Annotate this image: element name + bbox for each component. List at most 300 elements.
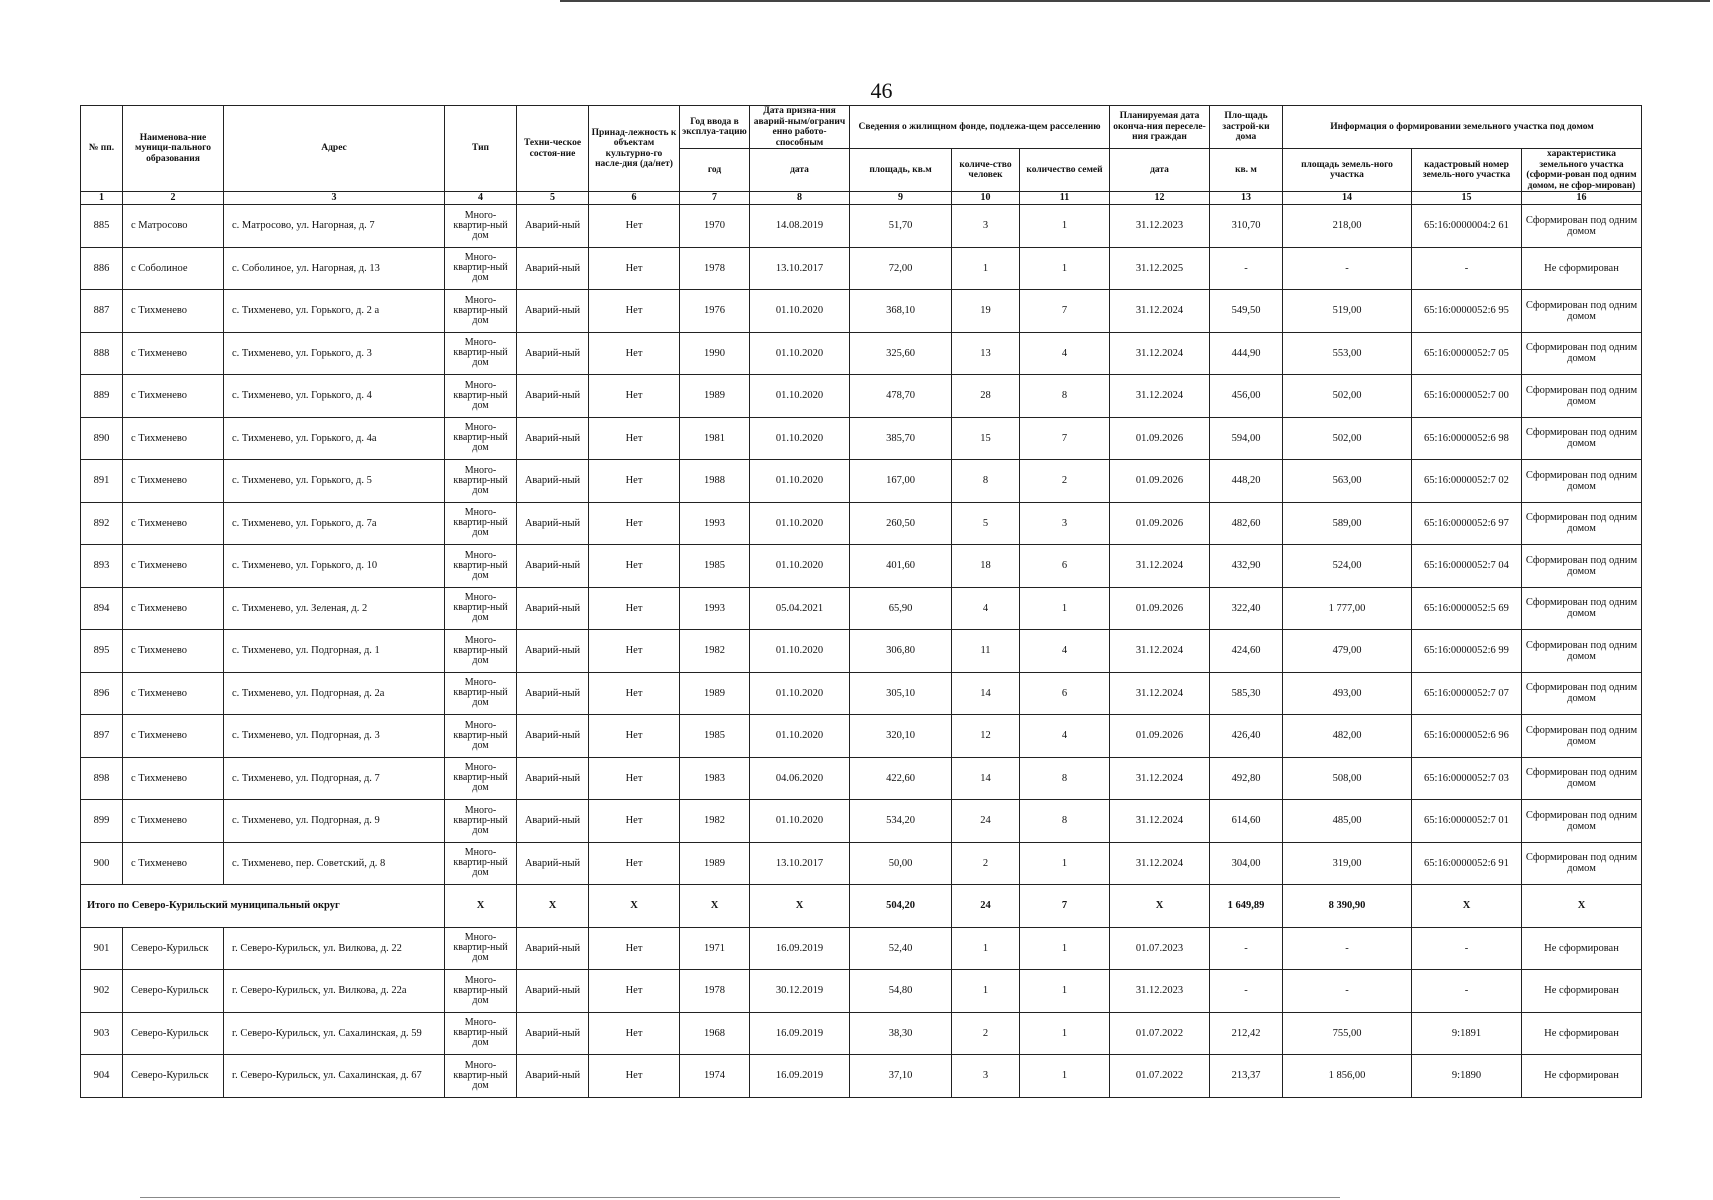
row-number: 893 [81,545,123,588]
land-area-cell: 519,00 [1283,290,1412,333]
cadastral-cell: 9:1891 [1412,1012,1522,1055]
date-cell: 01.10.2020 [750,545,850,588]
table-row [81,290,1642,333]
subheader-date: дата [750,149,850,192]
area-cell: 306,80 [850,630,952,673]
municipality-cell: с Тихменево [123,630,224,673]
date-cell: 01.10.2020 [750,290,850,333]
table-row [81,1012,1642,1055]
date-cell: 01.10.2020 [750,630,850,673]
date-cell: 01.10.2020 [750,417,850,460]
built-area-cell: 448,20 [1210,460,1283,503]
year-cell: 1993 [680,502,750,545]
land-char-cell: Сформирован под одним домом [1522,800,1642,843]
date-cell: 16.09.2019 [750,1012,850,1055]
cultural-cell: Нет [589,1055,680,1098]
municipality-cell: Северо-Курильск [123,1055,224,1098]
type-cell: Много-квартир-ный дом [445,502,517,545]
row-number: 900 [81,842,123,885]
built-area-cell: - [1210,970,1283,1013]
column-number: 10 [952,192,1020,205]
row-number: 904 [81,1055,123,1098]
area-cell: 385,70 [850,417,952,460]
table-row [81,970,1642,1013]
planned-date-cell: 31.12.2024 [1110,757,1210,800]
cadastral-cell: 65:16:0000052:6 98 [1412,417,1522,460]
state-cell: Аварий-ный [517,332,589,375]
header-num: № пп. [81,106,123,192]
address-cell: с. Тихменево, ул. Горького, д. 7а [224,502,445,545]
type-cell: Много-квартир-ный дом [445,970,517,1013]
municipality-cell: с Тихменево [123,460,224,503]
address-cell: с. Тихменево, пер. Советский, д. 8 [224,842,445,885]
year-cell: 1988 [680,460,750,503]
header-tech-state: Техни-ческое состоя-ние [517,106,589,192]
header-cultural: Принад-лежность к объектам культурно-го насле-дия (да/нет) [589,106,680,192]
land-area-cell: 479,00 [1283,630,1412,673]
header-row [81,106,1642,149]
municipality-cell: с Тихменево [123,417,224,460]
year-cell: 1983 [680,757,750,800]
date-cell: 05.04.2021 [750,587,850,630]
state-cell: Аварий-ный [517,927,589,970]
year-cell: 1993 [680,587,750,630]
families-cell: 1 [1020,1012,1110,1055]
built-area-cell: 456,00 [1210,375,1283,418]
municipality-cell: с Тихменево [123,757,224,800]
type-cell: Много-квартир-ный дом [445,672,517,715]
cultural-cell: Нет [589,545,680,588]
planned-date-cell: 31.12.2023 [1110,970,1210,1013]
cadastral-cell: 9:1890 [1412,1055,1522,1098]
year-cell: 1990 [680,332,750,375]
area-cell: 422,60 [850,757,952,800]
top-rule [560,0,1710,2]
area-cell: 478,70 [850,375,952,418]
column-number: 16 [1522,192,1642,205]
people-cell: 3 [952,1055,1020,1098]
table-row [81,545,1642,588]
subheader-planned: дата [1110,149,1210,192]
built-area-cell: 304,00 [1210,842,1283,885]
year-cell: 1985 [680,545,750,588]
cultural-cell: Нет [589,587,680,630]
families-cell: 4 [1020,715,1110,758]
row-number: 891 [81,460,123,503]
total-land-cell: 8 390,90 [1283,885,1412,928]
area-cell: 260,50 [850,502,952,545]
type-cell: Много-квартир-ный дом [445,587,517,630]
header-land-info: Информация о формировании земельного участка под домом [1283,106,1642,149]
municipality-cell: с Тихменево [123,842,224,885]
date-cell: 14.08.2019 [750,205,850,248]
row-number: 890 [81,417,123,460]
table-row [81,460,1642,503]
planned-date-cell: 31.12.2024 [1110,375,1210,418]
cadastral-cell: 65:16:0000052:6 91 [1412,842,1522,885]
planned-date-cell: 31.12.2024 [1110,800,1210,843]
land-area-cell: 1 777,00 [1283,587,1412,630]
total-type-cell: X [445,885,517,928]
header-planned: Планируемая дата оконча-ния переселе-ния граждан [1110,106,1210,149]
year-cell: 1968 [680,1012,750,1055]
address-cell: с. Тихменево, ул. Горького, д. 4 [224,375,445,418]
address-cell: с. Тихменево, ул. Зеленая, д. 2 [224,587,445,630]
subheader-land-area: площадь земель-ного участка [1283,149,1412,192]
land-char-cell: Сформирован под одним домом [1522,715,1642,758]
land-area-cell: 553,00 [1283,332,1412,375]
cultural-cell: Нет [589,970,680,1013]
land-char-cell: Не сформирован [1522,927,1642,970]
type-cell: Много-квартир-ный дом [445,247,517,290]
column-number: 15 [1412,192,1522,205]
subheader-families: количество семей [1020,149,1110,192]
municipality-cell: с Тихменево [123,715,224,758]
cultural-cell: Нет [589,800,680,843]
cadastral-cell: - [1412,970,1522,1013]
address-cell: г. Северо-Курильск, ул. Сахалинская, д. 59 [224,1012,445,1055]
cultural-cell: Нет [589,672,680,715]
land-char-cell: Сформирован под одним домом [1522,842,1642,885]
subheader-people: количе-ство человек [952,149,1020,192]
area-cell: 54,80 [850,970,952,1013]
land-char-cell: Сформирован под одним домом [1522,205,1642,248]
date-cell: 13.10.2017 [750,842,850,885]
column-number: 8 [750,192,850,205]
area-cell: 368,10 [850,290,952,333]
type-cell: Много-квартир-ный дом [445,800,517,843]
built-area-cell: 594,00 [1210,417,1283,460]
column-number: 3 [224,192,445,205]
cadastral-cell: 65:16:0000052:7 03 [1412,757,1522,800]
header-built-area: Пло-щадь застрой-ки дома [1210,106,1283,149]
built-area-cell: 424,60 [1210,630,1283,673]
cadastral-cell: 65:16:0000052:7 00 [1412,375,1522,418]
cultural-cell: Нет [589,332,680,375]
type-cell: Много-квартир-ный дом [445,630,517,673]
cultural-cell: Нет [589,205,680,248]
header-housing: Сведения о жилищном фонде, подлежа-щем расселению [850,106,1110,149]
address-cell: с. Тихменево, ул. Горького, д. 5 [224,460,445,503]
land-area-cell: 524,00 [1283,545,1412,588]
cadastral-cell: 65:16:0000052:6 99 [1412,630,1522,673]
people-cell: 1 [952,247,1020,290]
land-area-cell: - [1283,970,1412,1013]
row-number: 895 [81,630,123,673]
cadastral-cell: 65:16:0000052:5 69 [1412,587,1522,630]
families-cell: 1 [1020,970,1110,1013]
land-area-cell: 502,00 [1283,417,1412,460]
land-char-cell: Сформирован под одним домом [1522,672,1642,715]
municipality-cell: с Тихменево [123,502,224,545]
land-area-cell: 319,00 [1283,842,1412,885]
column-number: 4 [445,192,517,205]
total-cad-cell: X [1412,885,1522,928]
families-cell: 1 [1020,587,1110,630]
row-number: 899 [81,800,123,843]
bottom-rule [140,1197,1340,1198]
people-cell: 11 [952,630,1020,673]
land-char-cell: Сформирован под одним домом [1522,417,1642,460]
type-cell: Много-квартир-ный дом [445,1012,517,1055]
families-cell: 6 [1020,672,1110,715]
state-cell: Аварий-ный [517,417,589,460]
date-cell: 01.10.2020 [750,715,850,758]
area-cell: 401,60 [850,545,952,588]
total-plan-cell: X [1110,885,1210,928]
cadastral-cell: 65:16:0000052:6 96 [1412,715,1522,758]
total-row [81,885,1642,928]
planned-date-cell: 01.09.2026 [1110,460,1210,503]
year-cell: 1974 [680,1055,750,1098]
land-area-cell: 482,00 [1283,715,1412,758]
column-number: 9 [850,192,952,205]
address-cell: г. Северо-Курильск, ул. Вилкова, д. 22 [224,927,445,970]
planned-date-cell: 01.09.2026 [1110,502,1210,545]
people-cell: 13 [952,332,1020,375]
year-cell: 1989 [680,375,750,418]
planned-date-cell: 31.12.2024 [1110,332,1210,375]
subheader-built: кв. м [1210,149,1283,192]
planned-date-cell: 01.07.2022 [1110,1055,1210,1098]
municipality-cell: с Тихменево [123,290,224,333]
planned-date-cell: 31.12.2025 [1110,247,1210,290]
date-cell: 04.06.2020 [750,757,850,800]
cadastral-cell: 65:16:0000052:7 07 [1412,672,1522,715]
families-cell: 4 [1020,630,1110,673]
table-row [81,842,1642,885]
header-municipality: Наименова-ние муници-пального образования [123,106,224,192]
table-row [81,800,1642,843]
cadastral-cell: 65:16:0000052:7 05 [1412,332,1522,375]
header-type: Тип [445,106,517,192]
people-cell: 28 [952,375,1020,418]
municipality-cell: с Тихменево [123,545,224,588]
built-area-cell: 614,60 [1210,800,1283,843]
type-cell: Много-квартир-ный дом [445,460,517,503]
table-row [81,417,1642,460]
row-number: 888 [81,332,123,375]
planned-date-cell: 31.12.2024 [1110,545,1210,588]
cultural-cell: Нет [589,375,680,418]
address-cell: с. Тихменево, ул. Горького, д. 3 [224,332,445,375]
cadastral-cell: - [1412,927,1522,970]
subheader-year: год [680,149,750,192]
land-char-cell: Сформирован под одним домом [1522,587,1642,630]
land-area-cell: 485,00 [1283,800,1412,843]
type-cell: Много-квартир-ный дом [445,417,517,460]
built-area-cell: 426,40 [1210,715,1283,758]
land-char-cell: Не сформирован [1522,1055,1642,1098]
column-number: 14 [1283,192,1412,205]
families-cell: 7 [1020,290,1110,333]
date-cell: 01.10.2020 [750,375,850,418]
families-cell: 8 [1020,800,1110,843]
area-cell: 50,00 [850,842,952,885]
area-cell: 37,10 [850,1055,952,1098]
total-label: Итого по Северо-Курильский муниципальный округ [81,885,445,928]
people-cell: 19 [952,290,1020,333]
state-cell: Аварий-ный [517,970,589,1013]
land-area-cell: 755,00 [1283,1012,1412,1055]
state-cell: Аварий-ный [517,630,589,673]
planned-date-cell: 31.12.2024 [1110,672,1210,715]
date-cell: 01.10.2020 [750,502,850,545]
total-area-cell: 504,20 [850,885,952,928]
row-number: 902 [81,970,123,1013]
municipality-cell: Северо-Курильск [123,970,224,1013]
people-cell: 2 [952,1012,1020,1055]
built-area-cell: - [1210,247,1283,290]
year-cell: 1978 [680,247,750,290]
families-cell: 1 [1020,247,1110,290]
address-cell: с. Тихменево, ул. Горького, д. 2 а [224,290,445,333]
area-cell: 51,70 [850,205,952,248]
municipality-cell: с Тихменево [123,332,224,375]
planned-date-cell: 01.09.2026 [1110,715,1210,758]
row-number: 886 [81,247,123,290]
table-row [81,587,1642,630]
land-area-cell: - [1283,247,1412,290]
year-cell: 1985 [680,715,750,758]
land-char-cell: Сформирован под одним домом [1522,502,1642,545]
municipality-cell: с Соболиное [123,247,224,290]
type-cell: Много-квартир-ный дом [445,290,517,333]
land-char-cell: Сформирован под одним домом [1522,460,1642,503]
year-cell: 1982 [680,630,750,673]
people-cell: 8 [952,460,1020,503]
land-area-cell: - [1283,927,1412,970]
table-row [81,927,1642,970]
people-cell: 3 [952,205,1020,248]
state-cell: Аварий-ный [517,757,589,800]
people-cell: 24 [952,800,1020,843]
row-number: 887 [81,290,123,333]
page-number: 46 [870,78,893,103]
total-date-cell: X [750,885,850,928]
state-cell: Аварий-ный [517,587,589,630]
header-address: Адрес [224,106,445,192]
land-area-cell: 502,00 [1283,375,1412,418]
table-row [81,757,1642,800]
built-area-cell: 212,42 [1210,1012,1283,1055]
table-row [81,630,1642,673]
address-cell: с. Тихменево, ул. Горького, д. 10 [224,545,445,588]
subheader-cadastral: кадастровый номер земель-ного участка [1412,149,1522,192]
state-cell: Аварий-ный [517,247,589,290]
address-cell: г. Северо-Курильск, ул. Сахалинская, д. 67 [224,1055,445,1098]
total-year-cell: X [680,885,750,928]
year-cell: 1978 [680,970,750,1013]
planned-date-cell: 31.12.2024 [1110,630,1210,673]
date-cell: 16.09.2019 [750,927,850,970]
header-date-emergency: Дата призна-ния аварий-ным/огранич енно работо-способным [750,106,850,149]
built-area-cell: 213,37 [1210,1055,1283,1098]
area-cell: 38,30 [850,1012,952,1055]
type-cell: Много-квартир-ный дом [445,757,517,800]
cultural-cell: Нет [589,757,680,800]
date-cell: 16.09.2019 [750,1055,850,1098]
address-cell: с. Матросово, ул. Нагорная, д. 7 [224,205,445,248]
address-cell: г. Северо-Курильск, ул. Вилкова, д. 22а [224,970,445,1013]
land-area-cell: 563,00 [1283,460,1412,503]
built-area-cell: 549,50 [1210,290,1283,333]
subheader-land-char: характеристика земельного участка (сформи-рован под одним домом, не сфор-мирован) [1522,149,1642,192]
type-cell: Много-квартир-ный дом [445,545,517,588]
housing-table [80,105,1642,1098]
column-number: 1 [81,192,123,205]
land-char-cell: Сформирован под одним домом [1522,332,1642,375]
families-cell: 3 [1020,502,1110,545]
address-cell: с. Тихменево, ул. Подгорная, д. 1 [224,630,445,673]
planned-date-cell: 01.09.2026 [1110,587,1210,630]
state-cell: Аварий-ный [517,502,589,545]
land-char-cell: Не сформирован [1522,1012,1642,1055]
date-cell: 01.10.2020 [750,332,850,375]
row-number: 897 [81,715,123,758]
address-cell: с. Тихменево, ул. Подгорная, д. 9 [224,800,445,843]
built-area-cell: 432,90 [1210,545,1283,588]
cultural-cell: Нет [589,460,680,503]
cultural-cell: Нет [589,247,680,290]
row-number: 894 [81,587,123,630]
year-cell: 1971 [680,927,750,970]
area-cell: 325,60 [850,332,952,375]
municipality-cell: Северо-Курильск [123,927,224,970]
land-char-cell: Сформирован под одним домом [1522,375,1642,418]
header-year-in: Год ввода в эксплуа-тацию [680,106,750,149]
date-cell: 01.10.2020 [750,672,850,715]
cadastral-cell: 65:16:0000052:7 02 [1412,460,1522,503]
families-cell: 8 [1020,375,1110,418]
land-area-cell: 493,00 [1283,672,1412,715]
land-char-cell: Не сформирован [1522,247,1642,290]
total-fam-cell: 7 [1020,885,1110,928]
table-row [81,1055,1642,1098]
people-cell: 2 [952,842,1020,885]
address-cell: с. Тихменево, ул. Подгорная, д. 7 [224,757,445,800]
people-cell: 1 [952,927,1020,970]
area-cell: 534,20 [850,800,952,843]
column-number: 12 [1110,192,1210,205]
total-char-cell: X [1522,885,1642,928]
land-area-cell: 1 856,00 [1283,1055,1412,1098]
cultural-cell: Нет [589,502,680,545]
built-area-cell: 322,40 [1210,587,1283,630]
municipality-cell: с Тихменево [123,800,224,843]
built-area-cell: 482,60 [1210,502,1283,545]
type-cell: Много-квартир-ный дом [445,842,517,885]
cadastral-cell: - [1412,247,1522,290]
total-built-cell: 1 649,89 [1210,885,1283,928]
column-number: 2 [123,192,224,205]
people-cell: 5 [952,502,1020,545]
subheader-area: площадь, кв.м [850,149,952,192]
date-cell: 01.10.2020 [750,800,850,843]
state-cell: Аварий-ный [517,715,589,758]
date-cell: 30.12.2019 [750,970,850,1013]
families-cell: 1 [1020,927,1110,970]
type-cell: Много-квартир-ный дом [445,205,517,248]
column-number: 11 [1020,192,1110,205]
families-cell: 4 [1020,332,1110,375]
type-cell: Много-квартир-ный дом [445,1055,517,1098]
state-cell: Аварий-ный [517,290,589,333]
municipality-cell: с Тихменево [123,587,224,630]
cultural-cell: Нет [589,842,680,885]
area-cell: 167,00 [850,460,952,503]
state-cell: Аварий-ный [517,460,589,503]
